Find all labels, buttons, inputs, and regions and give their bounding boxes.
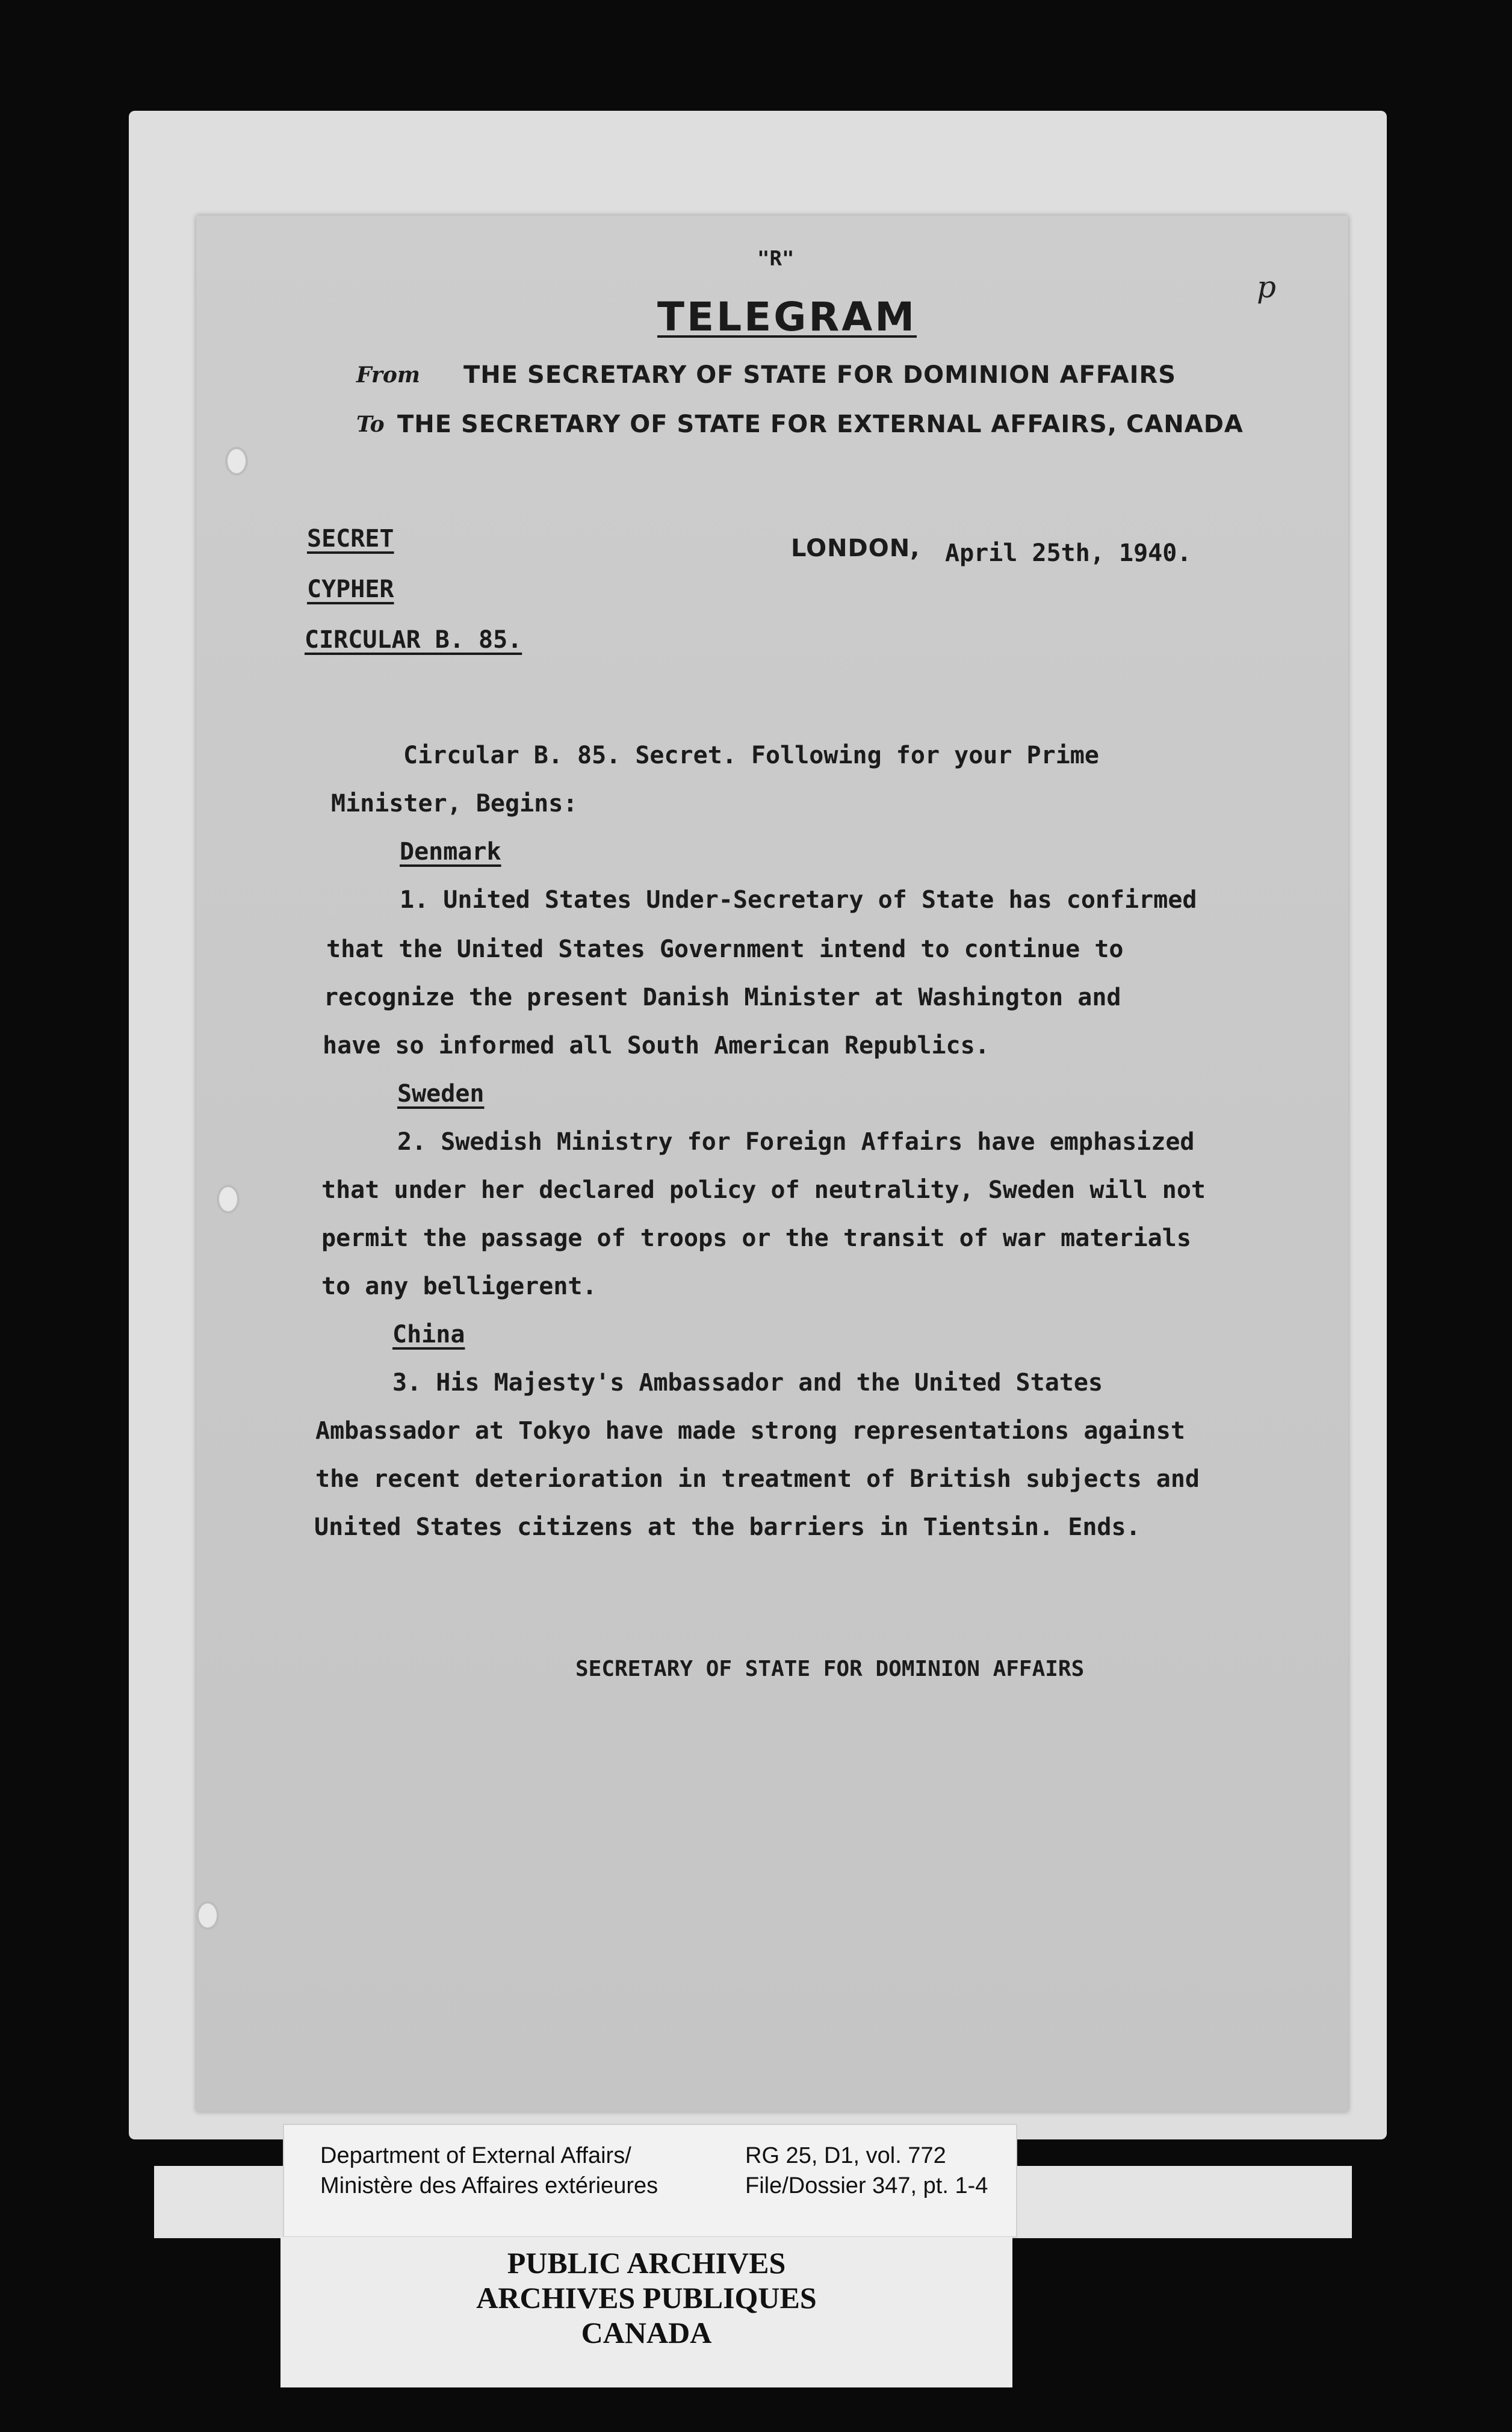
body-line: that the United States Government intend to continue to: [326, 935, 1124, 963]
stamp-line-1: PUBLIC ARCHIVES: [507, 2246, 786, 2280]
archive-ref-1: RG 25, D1, vol. 772: [745, 2143, 946, 2168]
body-line: that under her declared policy of neutrality, Sweden will not: [321, 1176, 1206, 1204]
stamp-line-2: ARCHIVES PUBLIQUES: [476, 2281, 817, 2315]
telegram-title: TELEGRAM: [657, 294, 917, 340]
body-line: Ambassador at Tokyo have made strong representations against: [315, 1417, 1185, 1445]
section-heading-denmark: Denmark: [400, 838, 501, 866]
date: April 25th, 1940.: [945, 539, 1192, 567]
section-heading-china: China: [392, 1321, 465, 1348]
to-value: THE SECRETARY OF STATE FOR EXTERNAL AFFAIRS, CANADA: [397, 411, 1244, 438]
dept-en: Department of External Affairs/: [320, 2143, 631, 2168]
punch-hole: [225, 447, 248, 476]
body-line: 1. United States Under-Secretary of State has confirmed: [400, 886, 1197, 914]
archive-stamp: [280, 2237, 1012, 2387]
body-intro-line: Minister, Begins:: [331, 790, 578, 817]
classification-circular: CIRCULAR B. 85.: [305, 626, 522, 654]
body-line: to any belligerent.: [321, 1273, 597, 1300]
punch-hole: [196, 1901, 219, 1930]
archive-ref-2: File/Dossier 347, pt. 1-4: [745, 2173, 988, 2198]
dept-fr: Ministère des Affaires extérieures: [320, 2173, 658, 2198]
archive-label: [283, 2124, 1017, 2238]
body-line: permit the passage of troops or the transit of war materials: [321, 1224, 1191, 1252]
margin-mark: p: [1257, 270, 1277, 305]
body-line: the recent deterioration in treatment of British subjects and: [315, 1465, 1200, 1493]
classification-cypher: CYPHER: [307, 575, 394, 603]
body-line: 2. Swedish Ministry for Foreign Affairs have emphasized: [397, 1128, 1195, 1156]
body-line: recognize the present Danish Minister at Washington and: [324, 984, 1121, 1011]
telegram-marker: "R": [757, 247, 795, 271]
place: LONDON,: [791, 535, 920, 562]
classification-secret: SECRET: [307, 525, 394, 553]
to-label: To: [356, 412, 385, 437]
from-label: From: [356, 362, 420, 388]
body-line: 3. His Majesty's Ambassador and the United States: [392, 1369, 1103, 1397]
from-value: THE SECRETARY OF STATE FOR DOMINION AFFAIRS: [463, 361, 1177, 389]
section-heading-sweden: Sweden: [397, 1080, 485, 1108]
stamp-line-3: CANADA: [581, 2316, 712, 2350]
signature: SECRETARY OF STATE FOR DOMINION AFFAIRS: [575, 1657, 1085, 1681]
body-intro-line: Circular B. 85. Secret. Following for your Prime: [403, 742, 1099, 769]
body-line: United States citizens at the barriers in Tientsin. Ends.: [314, 1513, 1141, 1541]
telegram-sheet: [196, 216, 1348, 2112]
punch-hole: [217, 1185, 240, 1214]
body-line: have so informed all South American Republics.: [323, 1032, 990, 1059]
